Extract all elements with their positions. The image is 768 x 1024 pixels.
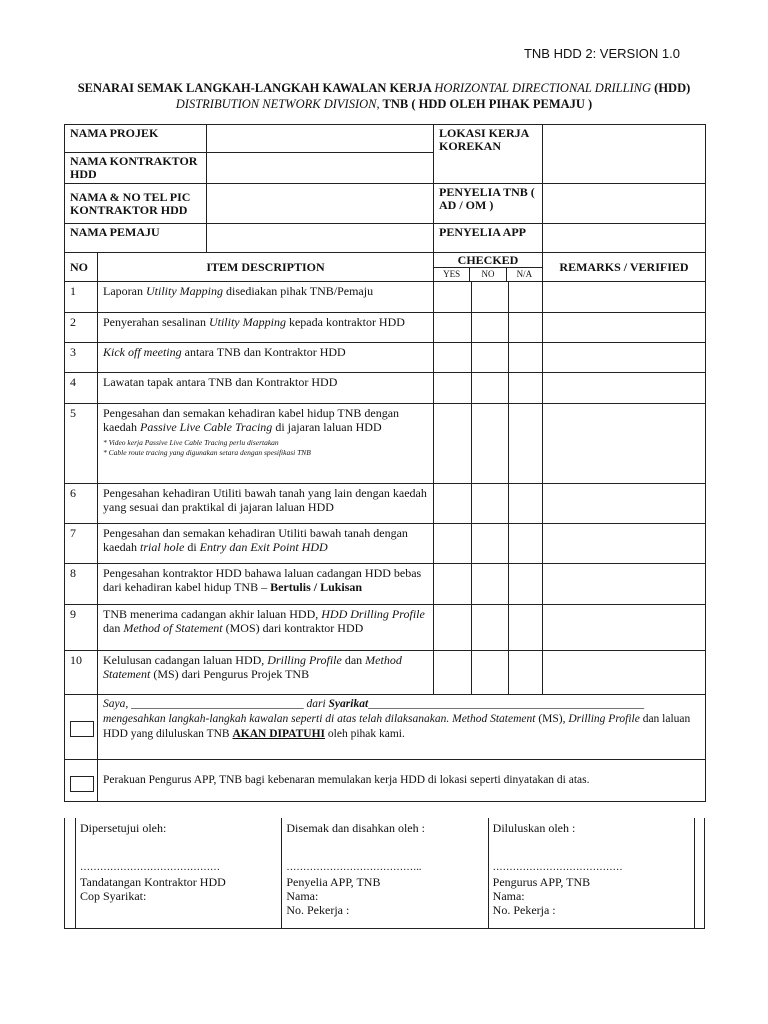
title-part: HORIZONTAL DIRECTIONAL DRILLING (434, 81, 652, 95)
table-row (65, 605, 706, 651)
na-checkbox-cell[interactable] (509, 282, 543, 313)
sign-label: No. Pekerja : (492, 903, 556, 917)
lokasi-field[interactable] (543, 125, 706, 184)
title-part: TNB ( HDD OLEH PIHAK PEMAJU ) (379, 97, 593, 111)
signature-line: ………………………………….. (286, 862, 422, 873)
yes-checkbox-cell[interactable] (434, 484, 472, 524)
pic-field[interactable] (207, 184, 434, 224)
item-number: 5 (65, 404, 98, 484)
header-remarks: REMARKS / VERIFIED (543, 253, 706, 282)
na-checkbox-cell[interactable] (509, 343, 543, 373)
yes-checkbox-cell[interactable] (434, 313, 472, 343)
sign-label: No. Pekerja : (286, 903, 350, 917)
declaration-checkbox[interactable] (70, 721, 94, 737)
signature-line: ………………………………… (492, 862, 623, 873)
remarks-cell[interactable] (543, 313, 706, 343)
title-part: (HDD) (651, 81, 691, 95)
item-description: Pengesahan dan semakan kehadiran Utiliti bawah tanah dengan kaedah trial hole di Entry dan Exit Point HDD (98, 524, 434, 564)
sign-label: Pengurus APP, TNB (492, 875, 591, 889)
table-row (65, 564, 706, 605)
header-no: NO (65, 253, 98, 282)
sign-heading: Dipersetujui oleh: (80, 821, 167, 835)
no-checkbox-cell[interactable] (472, 564, 509, 605)
no-checkbox-cell[interactable] (472, 651, 509, 695)
no-checkbox-cell[interactable] (472, 605, 509, 651)
penyelia-tnb-field[interactable] (543, 184, 706, 224)
item-description: Kelulusan cadangan laluan HDD, Drilling Profile dan Method Statement (MS) dari Pengurus Projek TNB (98, 651, 434, 695)
table-row (65, 524, 706, 564)
na-checkbox-cell[interactable] (509, 524, 543, 564)
item-number: 7 (65, 524, 98, 564)
nama-kontraktor-label: NAMA KONTRAKTOR HDD (65, 153, 207, 184)
title-part: DISTRIBUTION NETWORK DIVISION, (175, 97, 380, 111)
no-checkbox-cell[interactable] (472, 524, 509, 564)
checklist-table (64, 124, 706, 802)
na-checkbox-cell[interactable] (509, 404, 543, 484)
no-checkbox-cell[interactable] (472, 343, 509, 373)
remarks-cell[interactable] (543, 484, 706, 524)
version-label: TNB HDD 2: VERSION 1.0 (523, 46, 680, 61)
remarks-cell[interactable] (543, 343, 706, 373)
sign-col-supervisor[interactable] (282, 818, 488, 929)
item-description: Kick off meeting antara TNB dan Kontraktor HDD (98, 343, 434, 373)
yes-checkbox-cell[interactable] (434, 524, 472, 564)
item-description: Laporan Utility Mapping disediakan pihak TNB/Pemaju (98, 282, 434, 313)
perakuan-text: Perakuan Pengurus APP, TNB bagi kebenaran memulakan kerja HDD di lokasi seperti dinyatakan di atas. (98, 760, 706, 802)
table-row (65, 484, 706, 524)
sign-label: Nama: (286, 889, 319, 903)
sign-heading: Diluluskan oleh : (492, 821, 576, 835)
no-checkbox-cell[interactable] (472, 484, 509, 524)
checked-label: CHECKED (434, 253, 542, 268)
yes-checkbox-cell[interactable] (434, 373, 472, 404)
pemaju-label: NAMA PEMAJU (65, 224, 207, 253)
yes-checkbox-cell[interactable] (434, 605, 472, 651)
sign-label: Nama: (492, 889, 525, 903)
yes-label: YES (434, 268, 470, 281)
no-checkbox-cell[interactable] (472, 313, 509, 343)
remarks-cell[interactable] (543, 651, 706, 695)
remarks-cell[interactable] (543, 282, 706, 313)
remarks-cell[interactable] (543, 524, 706, 564)
title-part: SENARAI SEMAK LANGKAH-LANGKAH KAWALAN KERJA (77, 81, 435, 95)
penyelia-app-label: PENYELIA APP (434, 224, 543, 253)
na-checkbox-cell[interactable] (509, 313, 543, 343)
yes-checkbox-cell[interactable] (434, 343, 472, 373)
na-checkbox-cell[interactable] (509, 373, 543, 404)
table-row (65, 373, 706, 404)
item-description: TNB menerima cadangan akhir laluan HDD, HDD Drilling Profile dan Method of Statement (MOS) dari kontraktor HDD (98, 605, 434, 651)
yes-checkbox-cell[interactable] (434, 282, 472, 313)
penyelia-app-field[interactable] (543, 224, 706, 253)
table-row (65, 404, 706, 484)
item-number: 4 (65, 373, 98, 404)
yes-checkbox-cell[interactable] (434, 564, 472, 605)
remarks-cell[interactable] (543, 564, 706, 605)
declaration-checkbox-cell (65, 695, 98, 760)
item-number: 1 (65, 282, 98, 313)
perakuan-checkbox[interactable] (70, 776, 94, 792)
na-checkbox-cell[interactable] (509, 484, 543, 524)
remarks-cell[interactable] (543, 605, 706, 651)
no-checkbox-cell[interactable] (472, 404, 509, 484)
declaration-text: Saya, ______________________________ dari Syarikat________________________________________________ mengesahkan langkah-langkah kawalan seperti di atas telah dilaksanakan. Method Statement (MS), Drilling Profile dan laluan HDD yang diluluskan TNB AKAN DIPATUHI oleh pihak kami. (98, 695, 706, 760)
sign-label: Cop Syarikat: (80, 889, 147, 903)
table-row (65, 313, 706, 343)
item-number: 2 (65, 313, 98, 343)
signature-section (64, 818, 705, 929)
na-checkbox-cell[interactable] (509, 605, 543, 651)
yes-checkbox-cell[interactable] (434, 404, 472, 484)
nama-projek-field[interactable] (207, 125, 434, 153)
header-item: ITEM DESCRIPTION (98, 253, 434, 282)
na-checkbox-cell[interactable] (509, 564, 543, 605)
pemaju-field[interactable] (207, 224, 434, 253)
sign-col-contractor[interactable] (76, 818, 282, 929)
lokasi-label: LOKASI KERJA KOREKAN (434, 125, 543, 184)
na-label: N/A (516, 269, 533, 279)
nama-kontraktor-field[interactable] (207, 153, 434, 184)
perakuan-checkbox-cell (65, 760, 98, 802)
no-checkbox-cell[interactable] (472, 373, 509, 404)
yes-checkbox-cell[interactable] (434, 651, 472, 695)
item-number: 3 (65, 343, 98, 373)
document-title (64, 80, 704, 112)
table-row (65, 282, 706, 313)
sign-label: Tandatangan Kontraktor HDD (80, 875, 226, 889)
remarks-cell[interactable] (543, 404, 706, 484)
pic-label: NAMA & NO TEL PIC KONTRAKTOR HDD (65, 184, 207, 224)
table-row (65, 651, 706, 695)
no-checkbox-cell[interactable] (472, 282, 509, 313)
remarks-cell[interactable] (543, 373, 706, 404)
item-number: 10 (65, 651, 98, 695)
item-description: Pengesahan kehadiran Utiliti bawah tanah yang lain dengan kaedah yang sesuai dan praktikal di jajaran laluan HDD (98, 484, 434, 524)
item-number: 6 (65, 484, 98, 524)
sign-label: Penyelia APP, TNB (286, 875, 381, 889)
no-label: NO (470, 268, 506, 281)
item-number: 8 (65, 564, 98, 605)
na-checkbox-cell[interactable] (509, 651, 543, 695)
nama-projek-label: NAMA PROJEK (65, 125, 207, 153)
item-description: Penyerahan sesalinan Utility Mapping kepada kontraktor HDD (98, 313, 434, 343)
table-row (65, 343, 706, 373)
sign-col-manager[interactable] (488, 818, 694, 929)
item-number: 9 (65, 605, 98, 651)
item-description: Lawatan tapak antara TNB dan Kontraktor HDD (98, 373, 434, 404)
penyelia-tnb-label: PENYELIA TNB ( AD / OM ) (434, 184, 543, 224)
header-checked (434, 253, 543, 282)
sign-heading: Disemak dan disahkan oleh : (286, 821, 425, 835)
signature-line: …………………………………… (80, 862, 220, 873)
item-description: Pengesahan kontraktor HDD bahawa laluan cadangan HDD bebas dari kehadiran kabel hidup TNB – Bertulis / Lukisan (98, 564, 434, 605)
item-description: Pengesahan dan semakan kehadiran kabel hidup TNB dengan kaedah Passive Live Cable Tracing di jajaran laluan HDD * Video kerja Passive Live Cable Tracing perlu disertakan * Cable route tracing yang digunakan setara dengan spesifikasi TNB (98, 404, 434, 484)
